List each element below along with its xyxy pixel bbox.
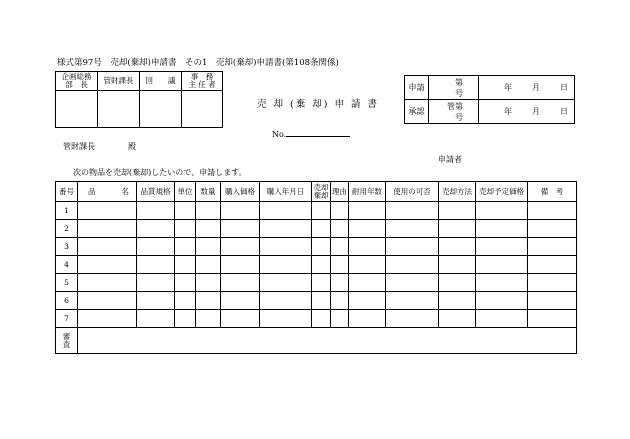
cell[interactable] xyxy=(137,202,175,220)
cell[interactable] xyxy=(175,274,196,292)
approval-stamp-circulation[interactable] xyxy=(140,91,182,128)
cell[interactable] xyxy=(175,202,196,220)
cell[interactable] xyxy=(312,292,331,310)
request-approval-box xyxy=(404,75,575,124)
number-field[interactable] xyxy=(286,128,350,137)
cell[interactable] xyxy=(386,274,439,292)
cell[interactable] xyxy=(476,274,528,292)
document-number xyxy=(272,128,350,139)
table-row xyxy=(56,238,577,256)
cell[interactable] xyxy=(528,202,577,220)
header-service-life: 耐用年数 xyxy=(349,182,386,202)
cell[interactable] xyxy=(175,238,196,256)
cell[interactable] xyxy=(260,256,312,274)
request-number-field[interactable]: 第号 xyxy=(429,76,479,100)
cell[interactable] xyxy=(78,292,137,310)
cell[interactable] xyxy=(196,220,221,238)
cell[interactable] xyxy=(260,238,312,256)
cell[interactable] xyxy=(196,202,221,220)
header-purchase-date: 購入年月日 xyxy=(260,182,312,202)
cell[interactable] xyxy=(221,256,260,274)
cell[interactable] xyxy=(528,238,577,256)
approval-stamp-section-chief[interactable] xyxy=(98,91,140,128)
cell[interactable] xyxy=(439,256,476,274)
cell[interactable] xyxy=(386,238,439,256)
header-quantity: 数量 xyxy=(196,182,221,202)
cell[interactable] xyxy=(78,202,137,220)
cell[interactable] xyxy=(386,202,439,220)
cell[interactable] xyxy=(439,202,476,220)
row-number: 2 xyxy=(56,220,78,238)
request-date-field[interactable]: 年 月 日 xyxy=(479,76,575,100)
approval-date-field[interactable]: 年 月 日 xyxy=(479,100,575,124)
cell[interactable] xyxy=(528,310,577,328)
cell[interactable] xyxy=(349,292,386,310)
table-row xyxy=(56,292,577,310)
cell[interactable] xyxy=(312,274,331,292)
cell[interactable] xyxy=(476,238,528,256)
cell[interactable] xyxy=(331,238,349,256)
cell[interactable] xyxy=(331,274,349,292)
cell[interactable] xyxy=(137,220,175,238)
cell[interactable] xyxy=(349,256,386,274)
cell[interactable] xyxy=(439,274,476,292)
cell[interactable] xyxy=(331,292,349,310)
review-label: 審 査 xyxy=(56,328,78,354)
approval-stamp-director[interactable] xyxy=(56,91,98,128)
cell[interactable] xyxy=(386,220,439,238)
cell[interactable] xyxy=(528,220,577,238)
cell[interactable] xyxy=(349,274,386,292)
cell[interactable] xyxy=(312,310,331,328)
cell[interactable] xyxy=(386,292,439,310)
cell[interactable] xyxy=(175,310,196,328)
cell[interactable] xyxy=(260,292,312,310)
cell[interactable] xyxy=(349,220,386,238)
review-row xyxy=(56,328,577,354)
cell[interactable] xyxy=(386,256,439,274)
header-sale-disposal: 売却 棄却 xyxy=(313,182,329,200)
approval-header-director: 企画総務 部 長 xyxy=(56,72,98,91)
row-number: 3 xyxy=(56,238,78,256)
cell[interactable] xyxy=(78,274,137,292)
header-planned-price: 売却予定価格 xyxy=(476,182,528,202)
cell[interactable] xyxy=(439,238,476,256)
cell[interactable] xyxy=(439,220,476,238)
approval-header-section-chief: 管財課長 xyxy=(98,72,140,91)
cell[interactable] xyxy=(476,292,528,310)
approval-stamp-clerk[interactable] xyxy=(182,91,223,128)
cell[interactable] xyxy=(312,238,331,256)
cell[interactable] xyxy=(221,202,260,220)
row-number: 7 xyxy=(56,310,78,328)
approval-label: 承認 xyxy=(405,100,429,124)
cell[interactable] xyxy=(137,274,175,292)
number-label: No. xyxy=(272,130,287,139)
cell[interactable] xyxy=(175,220,196,238)
table-row xyxy=(56,202,577,220)
header-reason: 理由 xyxy=(331,182,349,202)
applicant-label: 申請者 xyxy=(438,155,462,164)
approval-number-field[interactable]: 管第号 xyxy=(429,100,479,124)
cell[interactable] xyxy=(196,274,221,292)
form-title: 様式第97号 売却(棄却)申請書 その1 売却(棄却)申請書(第108条関係) xyxy=(57,58,339,68)
cell[interactable] xyxy=(221,220,260,238)
approval-header-circulation: 回 議 xyxy=(140,72,182,91)
review-field[interactable] xyxy=(78,328,577,354)
cell[interactable] xyxy=(528,292,577,310)
table-row xyxy=(56,220,577,238)
cell[interactable] xyxy=(196,256,221,274)
cell[interactable] xyxy=(78,238,137,256)
cell[interactable] xyxy=(476,202,528,220)
cell[interactable] xyxy=(137,310,175,328)
addressee-name: 管財課長 xyxy=(63,142,95,151)
header-item-name: 品 名 xyxy=(78,182,137,202)
header-number: 番号 xyxy=(56,182,78,202)
cell[interactable] xyxy=(260,202,312,220)
cell[interactable] xyxy=(196,238,221,256)
cell[interactable] xyxy=(476,310,528,328)
cell[interactable] xyxy=(78,220,137,238)
cell[interactable] xyxy=(386,310,439,328)
cell[interactable] xyxy=(260,220,312,238)
document-title: 売 却 (棄 却) 申 請 書 xyxy=(257,99,380,110)
cell[interactable] xyxy=(349,202,386,220)
cell[interactable] xyxy=(137,238,175,256)
header-sale-method: 売却方法 xyxy=(439,182,476,202)
lead-text: 次の物品を売却(棄却)したいので、申請します。 xyxy=(73,168,247,177)
row-number: 5 xyxy=(56,274,78,292)
row-number: 6 xyxy=(56,292,78,310)
row-number: 1 xyxy=(56,202,78,220)
cell[interactable] xyxy=(312,256,331,274)
cell[interactable] xyxy=(221,292,260,310)
cell[interactable] xyxy=(528,274,577,292)
cell[interactable] xyxy=(196,310,221,328)
cell[interactable] xyxy=(221,274,260,292)
row-number: 4 xyxy=(56,256,78,274)
approval-stamp-boxes xyxy=(55,71,223,128)
honorific: 殿 xyxy=(128,142,136,151)
header-purchase-price: 購入価格 xyxy=(221,182,260,202)
cell[interactable] xyxy=(312,220,331,238)
cell[interactable] xyxy=(221,310,260,328)
request-label: 申請 xyxy=(405,76,429,100)
cell[interactable] xyxy=(439,292,476,310)
cell[interactable] xyxy=(196,292,221,310)
cell[interactable] xyxy=(439,310,476,328)
header-spec: 品質規格 xyxy=(137,182,175,202)
cell[interactable] xyxy=(331,202,349,220)
cell[interactable] xyxy=(175,292,196,310)
cell[interactable] xyxy=(221,238,260,256)
cell[interactable] xyxy=(349,310,386,328)
cell[interactable] xyxy=(476,256,528,274)
table-row xyxy=(56,274,577,292)
cell[interactable] xyxy=(476,220,528,238)
items-table xyxy=(55,181,577,354)
cell[interactable] xyxy=(137,292,175,310)
cell[interactable] xyxy=(260,274,312,292)
cell[interactable] xyxy=(331,220,349,238)
cell[interactable] xyxy=(137,256,175,274)
table-row xyxy=(56,310,577,328)
approval-header-clerk: 事 務 主 任 者 xyxy=(182,72,223,91)
cell[interactable] xyxy=(78,256,137,274)
cell[interactable] xyxy=(349,238,386,256)
header-remarks: 備 考 xyxy=(528,182,577,202)
cell[interactable] xyxy=(260,310,312,328)
addressee xyxy=(63,141,136,152)
header-usability: 使用の可否 xyxy=(386,182,439,202)
cell[interactable] xyxy=(331,310,349,328)
table-row xyxy=(56,256,577,274)
cell[interactable] xyxy=(175,256,196,274)
cell[interactable] xyxy=(331,256,349,274)
cell[interactable] xyxy=(78,310,137,328)
cell[interactable] xyxy=(312,202,331,220)
cell[interactable] xyxy=(528,256,577,274)
header-unit: 単位 xyxy=(175,182,196,202)
